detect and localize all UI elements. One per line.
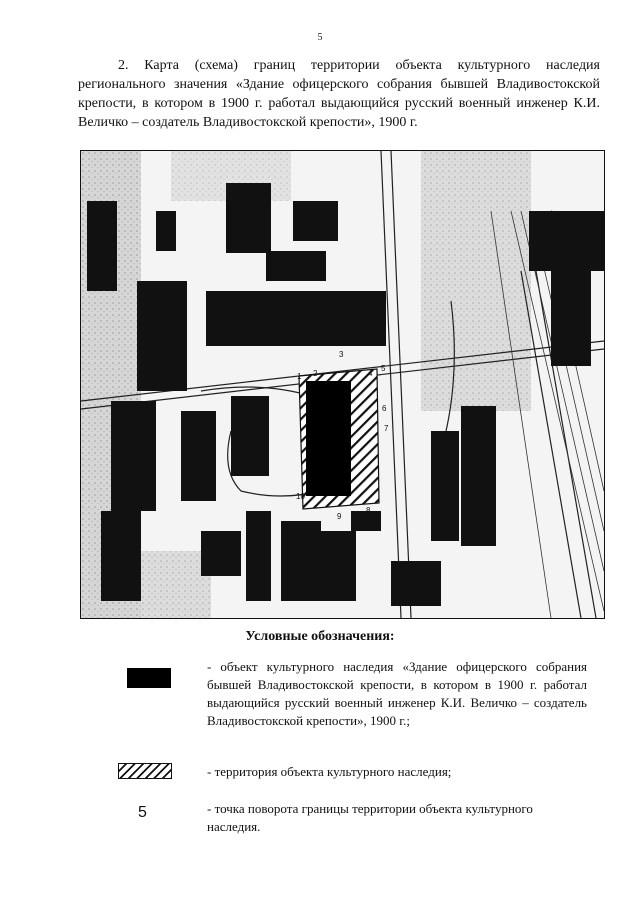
point-label-4: 4 bbox=[368, 369, 373, 378]
map-drawing bbox=[81, 151, 604, 618]
point-label-8: 8 bbox=[366, 506, 371, 515]
point-label-9: 9 bbox=[337, 512, 342, 521]
legend-number-symbol: 5 bbox=[138, 804, 147, 821]
page-number: 5 bbox=[317, 32, 323, 43]
boundary-map bbox=[80, 150, 605, 619]
point-label-5: 5 bbox=[381, 364, 386, 373]
legend-hatched-swatch bbox=[118, 763, 172, 779]
point-label-10: 10 bbox=[296, 492, 305, 501]
heritage-building bbox=[306, 381, 351, 496]
legend-title: Условные обозначения: bbox=[245, 629, 395, 644]
point-label-2: 2 bbox=[313, 369, 318, 378]
legend-text: - территория объекта культурного наследия; bbox=[207, 764, 452, 779]
legend-text: - точка поворота границы территории объекта культурного наследия. bbox=[207, 801, 533, 834]
point-label-3: 3 bbox=[339, 350, 344, 359]
legend-text: - объект культурного наследия «Здание офицерского собрания бывшей Владивостокской крепости, в котором в 1900 г. работал выдающийся русский военный инженер К.И. Величко – создатель Владивостокской крепости», 1900 г.; bbox=[207, 659, 587, 728]
point-label-6: 6 bbox=[382, 404, 387, 413]
intro-paragraph: 2. Карта (схема) границ территории объекта культурного наследия регионального значения «Здание офицерского собрания бывшей Владивостокской крепости, в котором в 1900 г. работал выдающийся русский военный инженер К.И. Величко – создатель Владивостокской крепости», 1900 г. bbox=[78, 58, 600, 130]
legend-black-fill-swatch bbox=[127, 668, 171, 688]
point-label-7: 7 bbox=[384, 424, 389, 433]
point-label-1: 1 bbox=[297, 372, 302, 381]
